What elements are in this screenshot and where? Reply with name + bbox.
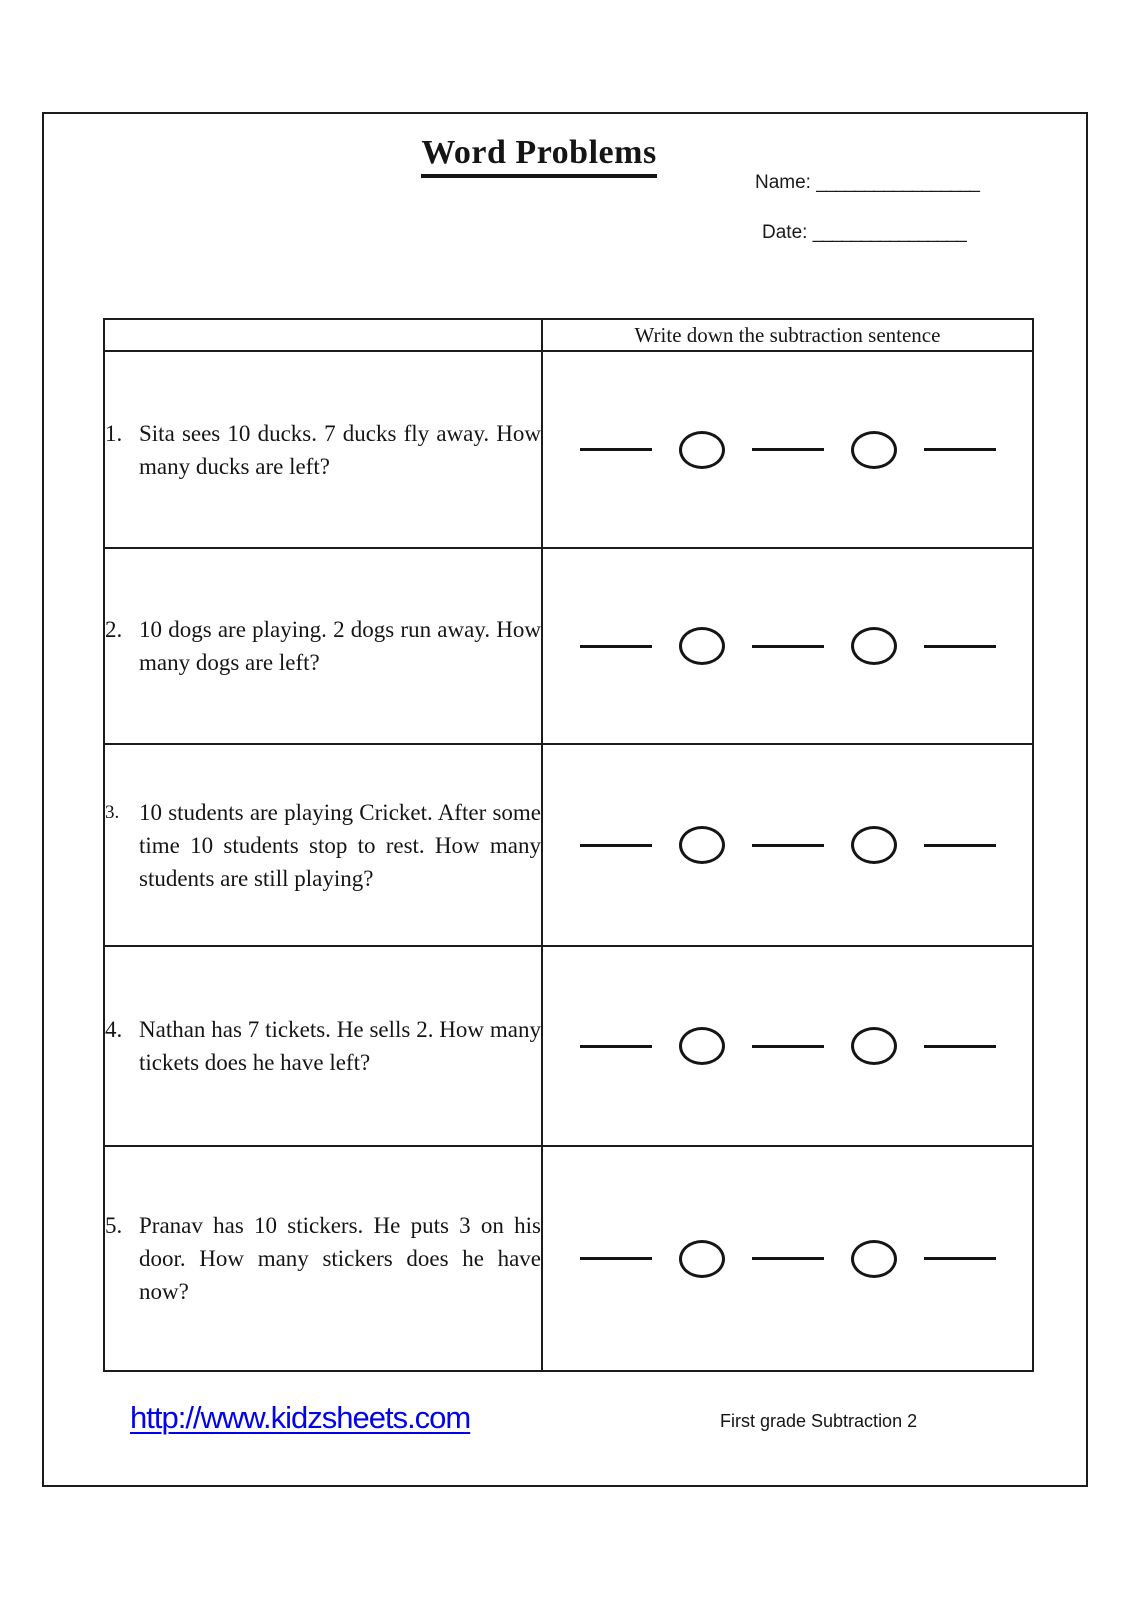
problem-text: 10 dogs are playing. 2 dogs run away. How many dogs are left? bbox=[139, 617, 541, 675]
answer-blank-line bbox=[924, 844, 996, 847]
name-field bbox=[755, 172, 979, 194]
problem-number: 3. bbox=[105, 801, 120, 823]
problem-cell bbox=[104, 946, 542, 1146]
subtraction-sentence-blanks bbox=[543, 1240, 1032, 1278]
operator-circle bbox=[679, 826, 725, 864]
operator-circle bbox=[679, 431, 725, 469]
header-cell-empty bbox=[104, 319, 542, 351]
problem bbox=[105, 417, 541, 483]
answer-cell bbox=[542, 1146, 1033, 1371]
table-row bbox=[104, 548, 1033, 744]
operator-circle bbox=[851, 431, 897, 469]
answer-blank-line bbox=[580, 645, 652, 648]
problem-text: Nathan has 7 tickets. He sells 2. How many tickets does he have left? bbox=[139, 1017, 541, 1075]
problem-number: 1. bbox=[105, 420, 123, 446]
worksheet-page-border bbox=[42, 112, 1088, 1487]
problem-cell bbox=[104, 351, 542, 548]
answer-cell bbox=[542, 946, 1033, 1146]
answer-blank-line bbox=[752, 1045, 824, 1048]
problem-text: Sita sees 10 ducks. 7 ducks fly away. How many ducks are left? bbox=[139, 420, 541, 479]
operator-circle bbox=[851, 627, 897, 665]
table-header-row bbox=[104, 319, 1033, 351]
answer-blank-line bbox=[580, 1045, 652, 1048]
problem bbox=[105, 796, 541, 895]
answer-cell bbox=[542, 351, 1033, 548]
subtraction-sentence-blanks bbox=[543, 627, 1032, 665]
problem bbox=[105, 613, 541, 679]
operator-circle bbox=[679, 1027, 725, 1065]
operator-circle bbox=[679, 627, 725, 665]
footer-worksheet-label: First grade Subtraction 2 bbox=[720, 1411, 918, 1431]
table-row bbox=[104, 946, 1033, 1146]
operator-circle bbox=[851, 1027, 897, 1065]
problem-cell bbox=[104, 548, 542, 744]
date-label: Date: bbox=[762, 222, 808, 243]
table-row bbox=[104, 744, 1033, 946]
header-cell-subtraction-sentence: Write down the subtraction sentence bbox=[542, 319, 1033, 351]
problem-number: 4. bbox=[105, 1017, 123, 1042]
problems-table bbox=[103, 318, 1034, 1372]
operator-circle bbox=[851, 826, 897, 864]
problem-text: 10 students are playing Cricket. After some time 10 students stop to rest. How many students are still playing? bbox=[139, 799, 541, 891]
name-label: Name: bbox=[755, 172, 811, 193]
page-title: Word Problems bbox=[421, 134, 656, 178]
answer-blank-line bbox=[752, 448, 824, 451]
answer-blank-line bbox=[752, 1257, 824, 1260]
operator-circle bbox=[679, 1240, 725, 1278]
table-row bbox=[104, 351, 1033, 548]
answer-blank-line bbox=[924, 1045, 996, 1048]
date-field bbox=[762, 222, 966, 244]
problem-cell bbox=[104, 1146, 542, 1371]
kidzsheets-link[interactable]: http://www.kidzsheets.com bbox=[130, 1400, 471, 1435]
answer-blank-line bbox=[580, 1257, 652, 1260]
problem-cell bbox=[104, 744, 542, 946]
subtraction-sentence-blanks bbox=[543, 431, 1032, 469]
subtraction-sentence-blanks bbox=[543, 826, 1032, 864]
answer-blank-line bbox=[752, 645, 824, 648]
table-row bbox=[104, 1146, 1033, 1371]
problem-text: Pranav has 10 stickers. He puts 3 on his door. How many stickers does he have now? bbox=[139, 1213, 541, 1304]
problem-number: 5. bbox=[105, 1213, 123, 1238]
answer-blank-line bbox=[924, 645, 996, 648]
answer-blank-line bbox=[752, 844, 824, 847]
answer-blank-line bbox=[580, 844, 652, 847]
answer-blank-line bbox=[924, 1257, 996, 1260]
name-blank-line: _________________ bbox=[816, 172, 979, 193]
answer-blank-line bbox=[924, 448, 996, 451]
date-blank-line: ________________ bbox=[812, 222, 966, 243]
problem-number: 2. bbox=[105, 617, 123, 642]
operator-circle bbox=[851, 1240, 897, 1278]
answer-blank-line bbox=[580, 448, 652, 451]
problem bbox=[105, 1013, 541, 1079]
answer-cell bbox=[542, 744, 1033, 946]
answer-cell bbox=[542, 548, 1033, 744]
problem bbox=[105, 1209, 541, 1308]
subtraction-sentence-blanks bbox=[543, 1027, 1032, 1065]
